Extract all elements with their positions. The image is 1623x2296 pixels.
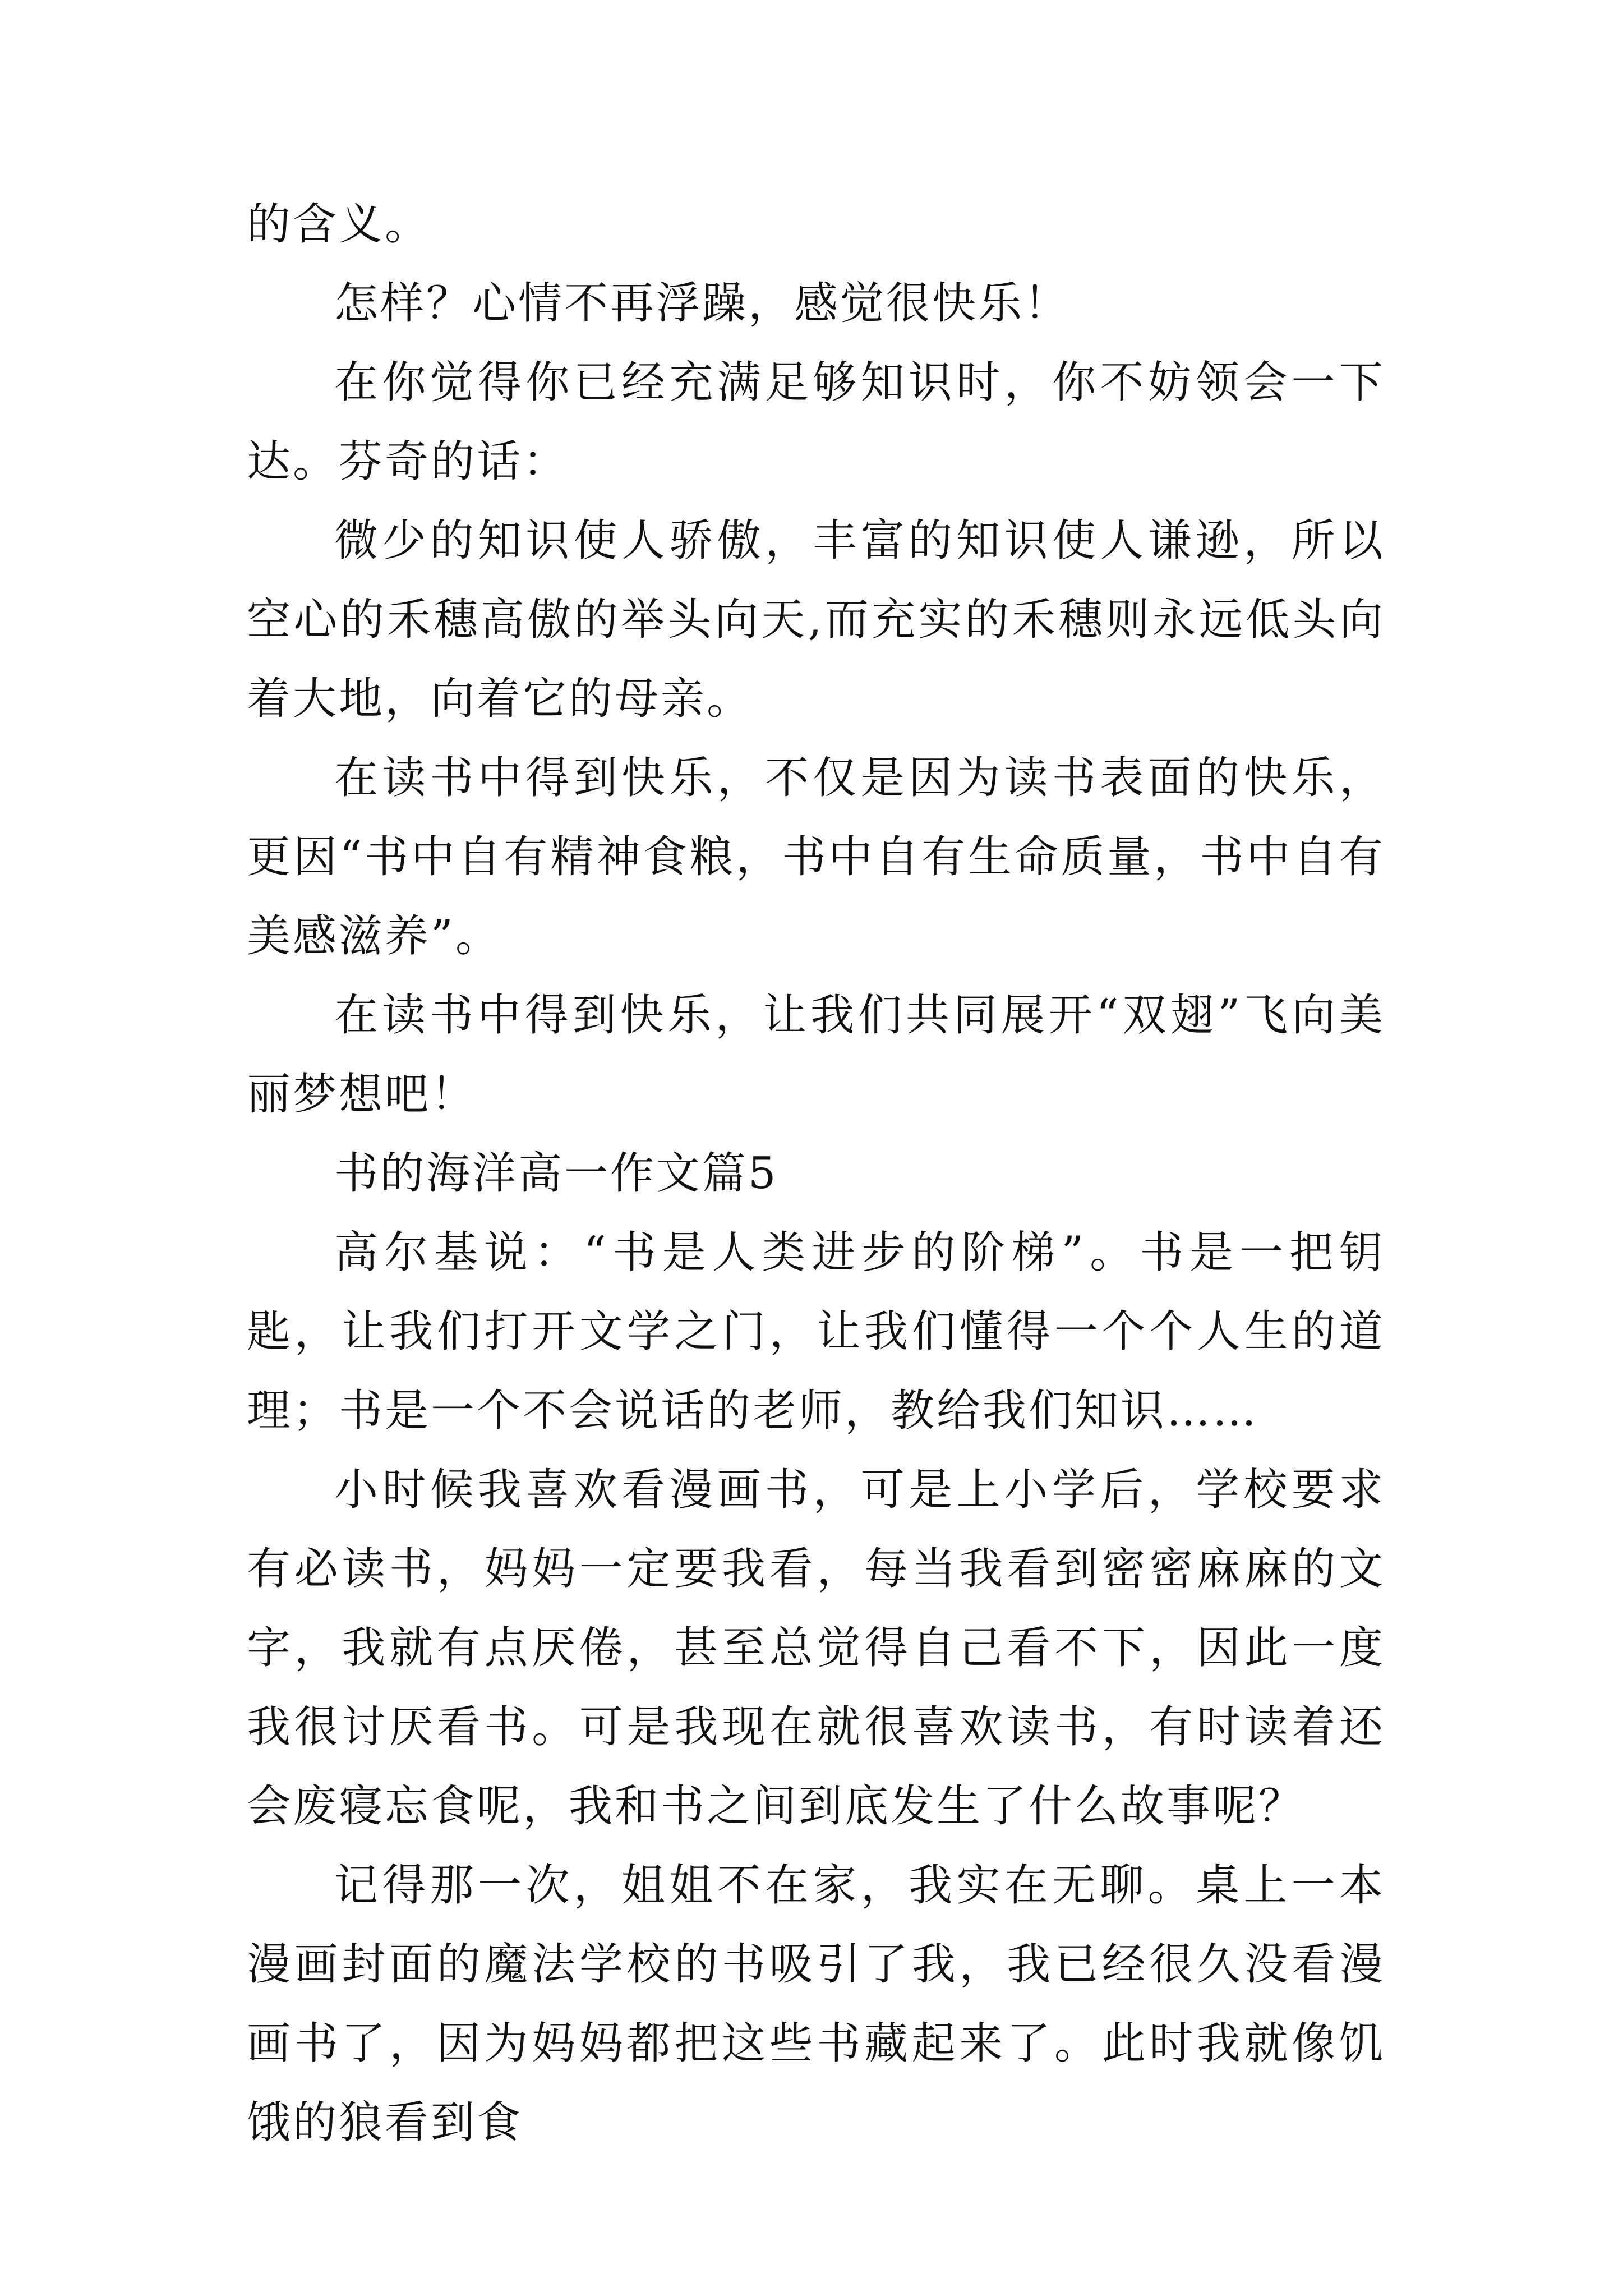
- paragraph-8: 小时候我喜欢看漫画书，可是上小学后，学校要求有必读书，妈妈一定要我看，每当我看到密密麻麻的文字，我就有点厌倦，甚至总觉得自己看不下，因此一度我很讨厌看书。可是我现在就很喜欢读书，有时读着还会废寝忘食呢，我和书之间到底发生了什么故事呢？: [247, 1465, 1385, 1832]
- document-body: [247, 185, 1385, 2162]
- paragraph-6: 在读书中得到快乐，让我们共同展开“双翅”飞向美丽梦想吧！: [247, 990, 1385, 1120]
- paragraph-2: 怎样？心情不再浮躁，感觉很快乐！: [334, 278, 1071, 329]
- paragraph-3: 在你觉得你已经充满足够知识时，你不妨领会一下达。芬奇的话：: [247, 357, 1385, 487]
- section-heading: 书的海洋高一作文篇5: [334, 1148, 778, 1199]
- paragraph-9: 记得那一次，姐姐不在家，我实在无聊。桌上一本漫画封面的魔法学校的书吸引了我，我已经很久没看漫画书了，因为妈妈都把这些书藏起来了。此时我就像饥饿的狼看到食: [247, 1860, 1385, 2148]
- paragraph-1: 的含义。: [247, 199, 431, 250]
- paragraph-7: 高尔基说：“书是人类进步的阶梯”。书是一把钥匙，让我们打开文学之门，让我们懂得一个个人生的道理；书是一个不会说话的老师，教给我们知识……: [247, 1227, 1385, 1436]
- paragraph-4: 微少的知识使人骄傲，丰富的知识使人谦逊，所以空心的禾穗高傲的举头向天,而充实的禾穗则永远低头向着大地，向着它的母亲。: [247, 516, 1385, 724]
- paragraph-5: 在读书中得到快乐，不仅是因为读书表面的快乐，更因“书中自有精神食粮，书中自有生命质量，书中自有美感滋养”。: [247, 753, 1385, 961]
